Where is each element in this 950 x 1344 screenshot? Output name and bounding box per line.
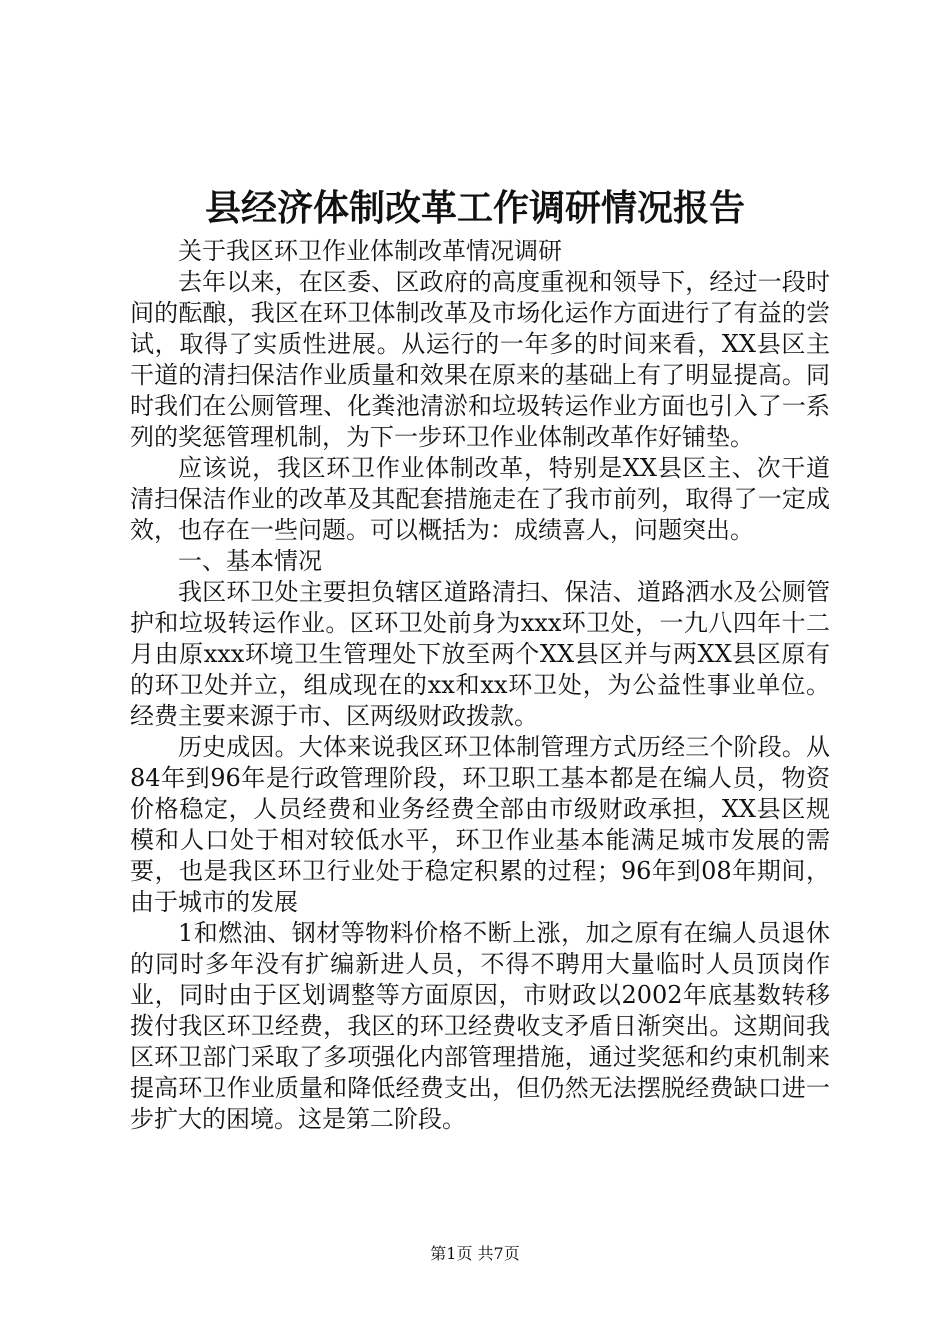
document-body — [130, 236, 830, 1135]
paragraph-intro: 去年以来，在区委、区政府的高度重视和领导下，经过一段时间的酝酿，我区在环卫体制改革及市场化运作方面进行了有益的尝试，取得了实质性进展。从运行的一年多的时间来看，XX县区主干道的清扫保洁作业质量和效果在原来的基础上有了明显提高。同时我们在公厕管理、化粪池清淤和垃圾转运作业方面也引入了一系列的奖惩管理机制，为下一步环卫作业体制改革作好铺垫。 — [130, 268, 830, 451]
document-title: 县经济体制改革工作调研情况报告 — [204, 187, 745, 229]
paragraph-history: 历史成因。大体来说我区环卫体制管理方式历经三个阶段。从84年到96年是行政管理阶段，环卫职工基本都是在编人员，物资价格稳定，人员经费和业务经费全部由市级财政承担，XX县区规模和人口处于相对较低水平，环卫作业基本能满足城市发展的需要，也是我区环卫行业处于稳定积累的过程；96年到08年期间，由于城市的发展 — [130, 733, 830, 916]
paragraph-basic-info: 我区环卫处主要担负辖区道路清扫、保洁、道路洒水及公厕管护和垃圾转运作业。区环卫处前身为xxx环卫处，一九八四年十二月由原xxx环境卫生管理处下放至两个XX县区并与两XX县区原有的环卫处并立，组成现在的xx和xx环卫处，为公益性事业单位。经费主要来源于市、区两级财政拨款。 — [130, 578, 830, 730]
section-heading-basic: 一、基本情况 — [178, 547, 322, 575]
paragraph-second-stage: 1和燃油、钢材等物料价格不断上涨，加之原有在编人员退休的同时多年没有扩编新进人员，不得不聘用大量临时人员顶岗作业，同时由于区划调整等方面原因，市财政以2002年底基数转移拨付我区环卫经费，我区的环卫经费收支矛盾日渐突出。这期间我区环卫部门采取了多项强化内部管理措施，通过奖惩和约束机制来提高环卫作业质量和降低经费支出，但仍然无法摆脱经费缺口进一步扩大的困境。这是第二阶段。 — [130, 919, 830, 1133]
paragraph-subtitle: 关于我区环卫作业体制改革情况调研 — [178, 237, 562, 265]
page-footer: 第1页 共7页 — [430, 1244, 520, 1263]
paragraph-summary: 应该说，我区环卫作业体制改革，特别是XX县区主、次干道清扫保洁作业的改革及其配套措施走在了我市前列，取得了一定成效，也存在一些问题。可以概括为：成绩喜人，问题突出。 — [130, 454, 830, 544]
